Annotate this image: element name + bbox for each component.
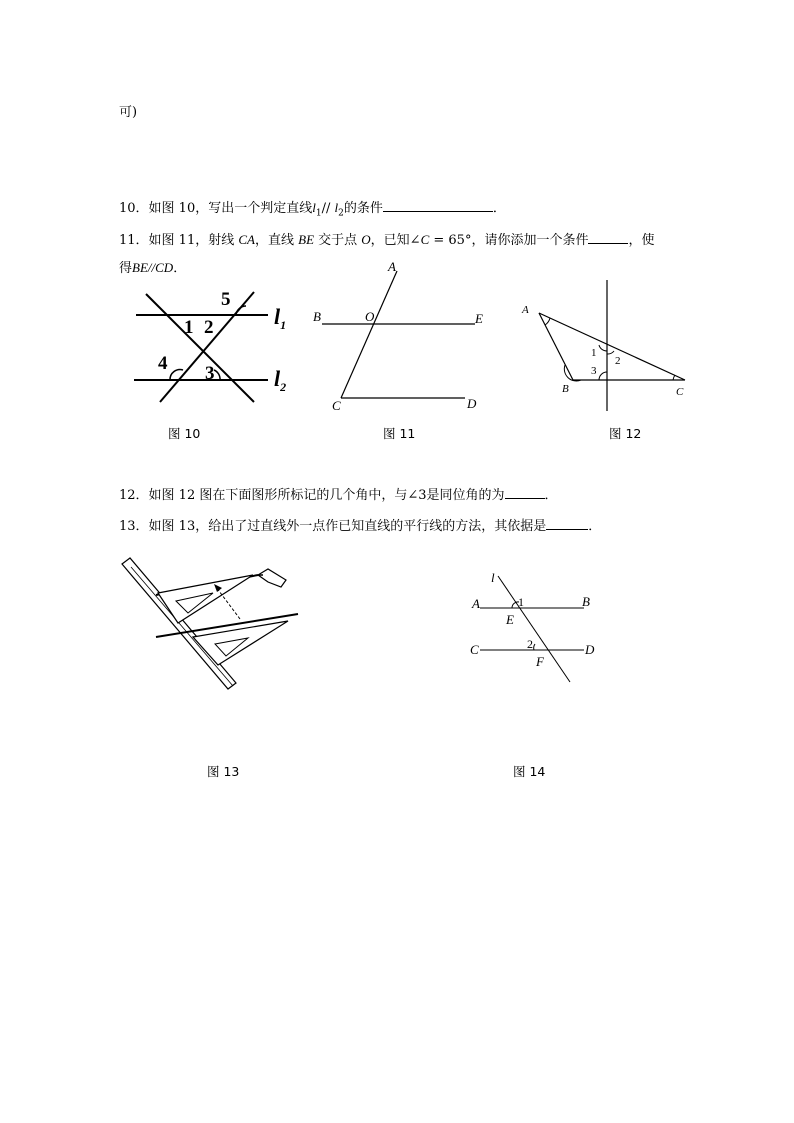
fig12-side-ab — [539, 313, 573, 380]
fig11-label-e: E — [475, 311, 483, 326]
fig14-line-l — [498, 576, 570, 682]
fig14-label-c: C — [470, 642, 479, 657]
fig10-caption: 图 10 — [168, 426, 201, 441]
q11-text-e: = 65°，请你添加一个条件 — [429, 233, 589, 248]
fig14-label-a: A — [472, 596, 480, 611]
fig12-label-2: 2 — [615, 355, 621, 367]
question-13 — [119, 515, 601, 536]
fig11-label-o: O — [365, 309, 375, 324]
fig14-label-d: D — [585, 642, 595, 657]
q11-answer-blank[interactable] — [588, 229, 628, 244]
fig10-label-2: 2 — [204, 317, 214, 338]
q11-line-be: BE — [298, 232, 315, 247]
q10-l1-sub: 1 — [315, 208, 322, 219]
fig14-label-1: 1 — [518, 595, 524, 609]
figure-14 — [466, 568, 606, 686]
fig10-label-l1: $l_1$ — [274, 304, 287, 332]
fig11-caption: 图 11 — [383, 426, 416, 441]
fig12-label-a: A — [522, 304, 529, 316]
question-11-line2 — [119, 259, 186, 278]
fig10-label-3: 3 — [205, 363, 215, 384]
fig14-label-b: B — [582, 594, 590, 609]
fig12-label-1: 1 — [591, 347, 597, 359]
fig10-arc-5 — [236, 306, 246, 315]
fig13-pencil — [258, 569, 286, 587]
q11-be-parallel-cd: BE//CD — [132, 260, 174, 275]
q11-point-o: O — [361, 232, 371, 247]
fig11-ray-ca — [341, 271, 397, 398]
q11-text-f: ，使 — [628, 233, 655, 248]
fig12-arc-c — [673, 375, 675, 380]
fig14-label-e: E — [506, 612, 514, 627]
q13-text: 13．如图 13，给出了过直线外一点作已知直线的平行线的方法，其依据是 — [119, 519, 547, 534]
q12-text: 12．如图 12 图在下面图形所标记的几个角中，与∠3是同位角的为 — [119, 488, 505, 503]
question-12 — [119, 484, 558, 505]
fig11-label-d: D — [467, 396, 477, 411]
fig12-label-3: 3 — [591, 365, 597, 377]
fig10-label-5: 5 — [221, 289, 231, 310]
fig10-label-l2: $l_2$ — [274, 366, 287, 394]
continued-text: 可) — [119, 105, 138, 120]
question-10 — [119, 197, 506, 223]
fig12-label-c: C — [676, 386, 684, 398]
fig12-caption: 图 12 — [609, 426, 642, 441]
q10-suffix: 的条件 — [343, 201, 383, 216]
fig14-label-2: 2 — [527, 637, 533, 651]
q11-text-d: ，已知∠ — [370, 233, 421, 248]
q10-answer-blank[interactable] — [383, 197, 493, 212]
q11-ray-ca: CA — [238, 232, 255, 247]
fig12-arc-a — [545, 318, 550, 325]
fig14-label-l: l — [491, 570, 495, 585]
q11-angle-c: C — [420, 232, 430, 247]
fig11-label-a: A — [388, 259, 396, 274]
q10-end: ． — [492, 201, 506, 216]
q11-text-c: 交于点 — [314, 233, 362, 248]
q13-end: ． — [588, 519, 602, 534]
fig12-label-b: B — [562, 383, 569, 395]
q10-l1: l — [312, 200, 316, 215]
q11-end: ． — [173, 261, 187, 276]
figure-13 — [118, 555, 303, 695]
fig14-label-f: F — [536, 654, 544, 669]
q12-end: ． — [544, 488, 558, 503]
figure-12 — [515, 275, 695, 415]
q10-l2-sub: 2 — [338, 208, 344, 219]
fig10-arc-3 — [214, 370, 220, 380]
figure-10 — [128, 286, 298, 406]
fig12-arc-1 — [599, 345, 607, 351]
q11-text-b: ，直线 — [254, 233, 299, 248]
fig14-caption: 图 14 — [513, 764, 546, 779]
fig12-side-ac — [539, 313, 685, 380]
figure-11 — [310, 258, 500, 418]
q10-prefix: 10．如图 10，写出一个判定直线 — [119, 201, 313, 216]
q10-parallel: // — [321, 201, 335, 216]
q12-answer-blank[interactable] — [505, 484, 545, 499]
fig13-caption: 图 13 — [207, 764, 240, 779]
fig12-arc-3 — [599, 372, 607, 380]
fig11-label-b: B — [313, 309, 321, 324]
q11-text-a: 11．如图 11，射线 — [119, 233, 239, 248]
fig10-label-1: 1 — [184, 317, 194, 338]
q13-answer-blank[interactable] — [546, 515, 588, 530]
q10-l2: l — [334, 200, 339, 215]
fig10-label-4: 4 — [158, 353, 168, 374]
fig12-arc-2 — [607, 351, 614, 354]
q11-text-g: 得 — [119, 261, 133, 276]
fig11-label-c: C — [332, 398, 341, 413]
fig14-arc-2 — [534, 644, 535, 650]
question-11-line1 — [119, 229, 654, 250]
